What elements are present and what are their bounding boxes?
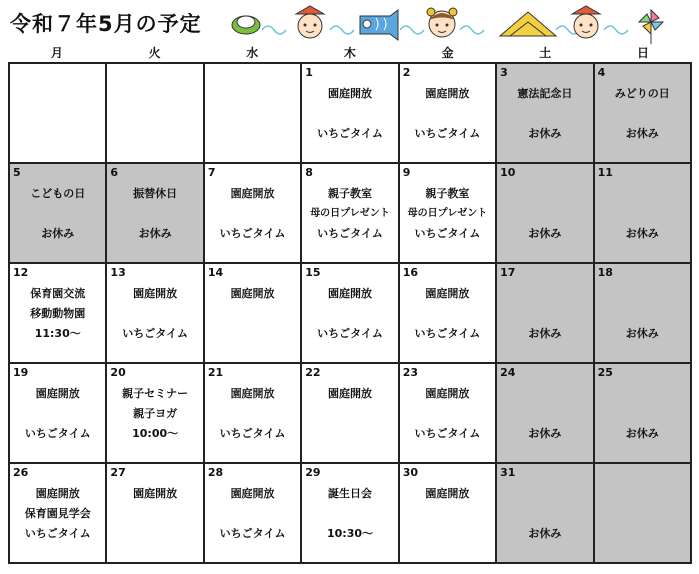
day-number: 15	[305, 266, 321, 279]
day-events	[10, 484, 105, 544]
day-events	[400, 84, 495, 144]
day-events	[400, 184, 495, 244]
event-line: いちごタイム	[317, 127, 383, 140]
event-line: お休み	[528, 127, 562, 140]
boy-face-icon	[572, 6, 600, 38]
day-number: 31	[500, 466, 516, 479]
event-line	[107, 524, 202, 544]
day-number: 22	[305, 366, 321, 379]
boy-face-icon	[296, 6, 324, 38]
day-events	[497, 384, 592, 444]
calendar-day-cell	[497, 264, 594, 364]
event-line	[497, 204, 592, 224]
day-events	[595, 284, 690, 344]
calendar-day-cell	[497, 364, 594, 464]
event-line: 11:30～	[34, 327, 81, 340]
event-line	[497, 304, 592, 324]
event-line	[10, 204, 105, 224]
carp-streamer-icon	[360, 10, 398, 40]
calendar-day-cell	[400, 364, 497, 464]
event-line: 園庭開放	[425, 487, 470, 500]
event-line: お休み	[138, 227, 172, 240]
day-events	[302, 484, 397, 544]
day-events	[497, 284, 592, 344]
event-line: 園庭開放	[133, 287, 178, 300]
event-line: いちごタイム	[24, 427, 91, 440]
day-number: 5	[13, 166, 21, 179]
event-line: お休み	[625, 327, 659, 340]
day-number: 7	[207, 166, 216, 179]
day-events	[595, 384, 690, 444]
weekday-label: 金	[441, 46, 454, 60]
event-line	[497, 484, 592, 504]
calendar-day-cell	[205, 364, 302, 464]
day-events	[595, 84, 690, 144]
event-line: いちごタイム	[24, 527, 91, 540]
day-number: 24	[500, 366, 516, 379]
event-line	[107, 204, 202, 224]
day-events	[400, 384, 495, 444]
kabuto-helmet-icon	[500, 12, 556, 36]
event-line: いちごタイム	[122, 327, 189, 340]
event-line	[10, 404, 105, 424]
day-number: 2	[402, 66, 411, 79]
calendar-day-cell	[595, 464, 692, 564]
event-line: いちごタイム	[317, 227, 383, 240]
event-line: 母の日プレゼント	[407, 208, 488, 219]
event-line	[497, 184, 592, 204]
event-line	[400, 404, 495, 424]
event-line: お休み	[528, 227, 562, 240]
event-line	[302, 104, 397, 124]
day-events	[205, 284, 300, 344]
event-line	[400, 304, 495, 324]
event-line	[595, 104, 690, 124]
day-number: 27	[110, 466, 126, 479]
day-events	[400, 484, 495, 544]
day-events	[302, 84, 397, 144]
event-line	[497, 504, 592, 524]
event-line: 親子教室	[327, 187, 372, 200]
day-number: 20	[110, 366, 126, 379]
event-line	[302, 504, 397, 524]
event-line	[205, 504, 300, 524]
day-number: 14	[207, 266, 224, 279]
calendar-day-cell	[595, 364, 692, 464]
event-line: お休み	[625, 427, 659, 440]
event-line: こどもの日	[30, 187, 86, 200]
day-number: 1	[305, 66, 313, 79]
event-line	[107, 504, 202, 524]
calendar-day-cell	[205, 64, 302, 164]
event-line: いちごタイム	[219, 527, 286, 540]
day-events	[107, 484, 202, 544]
event-line: 親子セミナー	[122, 387, 189, 400]
day-events	[302, 184, 397, 244]
event-line	[302, 404, 397, 424]
weekday-label: 月	[50, 46, 63, 60]
event-line: 親子ヨガ	[133, 407, 178, 420]
day-events	[400, 284, 495, 344]
day-events	[205, 184, 300, 244]
event-line	[595, 184, 690, 204]
calendar-grid	[8, 62, 692, 564]
day-number: 18	[597, 266, 613, 279]
day-number: 6	[110, 166, 119, 179]
calendar-day-cell	[400, 464, 497, 564]
event-line	[205, 324, 300, 344]
event-line	[497, 404, 592, 424]
calendar-day-cell	[497, 464, 594, 564]
event-line	[595, 284, 690, 304]
event-line	[595, 304, 690, 324]
event-line	[400, 104, 495, 124]
day-events	[497, 84, 592, 144]
calendar-day-cell	[107, 64, 204, 164]
event-line: 園庭開放	[327, 387, 372, 400]
event-line: お休み	[528, 327, 562, 340]
calendar-day-cell	[107, 164, 204, 264]
calendar-day-cell	[10, 264, 107, 364]
rice-cake-icon	[232, 16, 260, 34]
event-line: 保育園見学会	[24, 507, 91, 520]
event-line: 憲法記念日	[517, 87, 573, 100]
calendar-day-cell	[400, 164, 497, 264]
day-number: 3	[500, 66, 508, 79]
weekday-header	[8, 44, 692, 62]
day-number: 11	[597, 166, 613, 179]
event-line: お休み	[41, 227, 75, 240]
event-line: 10:00～	[132, 427, 179, 440]
event-line: 園庭開放	[327, 287, 372, 300]
day-events	[205, 484, 300, 544]
event-line: いちごタイム	[414, 227, 481, 240]
day-number: 21	[207, 366, 224, 379]
day-number: 28	[207, 466, 224, 479]
event-line: 園庭開放	[133, 487, 178, 500]
calendar-day-cell	[205, 464, 302, 564]
day-number: 26	[13, 466, 29, 479]
weekday-label: 木	[343, 46, 356, 60]
calendar-day-cell	[10, 64, 107, 164]
event-line	[400, 524, 495, 544]
calendar-day-cell	[10, 164, 107, 264]
day-events	[595, 184, 690, 244]
day-events	[107, 284, 202, 344]
calendar-day-cell	[400, 64, 497, 164]
event-line: 園庭開放	[35, 487, 80, 500]
weekday-label: 水	[246, 46, 259, 60]
day-number: 8	[305, 166, 313, 179]
weekday-label: 土	[539, 46, 552, 60]
event-line	[107, 304, 202, 324]
event-line	[497, 104, 592, 124]
event-line: 母の日プレゼント	[310, 208, 390, 219]
calendar-day-cell	[400, 264, 497, 364]
calendar-day-cell	[302, 64, 399, 164]
day-events	[10, 384, 105, 444]
event-line	[595, 384, 690, 404]
event-line	[205, 404, 300, 424]
event-line: 親子教室	[425, 187, 470, 200]
calendar-day-cell	[497, 164, 594, 264]
calendar-day-cell	[10, 364, 107, 464]
event-line: 園庭開放	[327, 87, 372, 100]
day-number: 16	[402, 266, 419, 279]
day-events	[107, 384, 202, 444]
event-line: 移動動物園	[30, 307, 86, 320]
event-line: 園庭開放	[425, 87, 470, 100]
day-number: 12	[13, 266, 29, 279]
event-line	[595, 204, 690, 224]
calendar-day-cell	[302, 164, 399, 264]
calendar-day-cell	[107, 264, 204, 364]
event-line: 園庭開放	[425, 387, 470, 400]
event-line: みどりの日	[614, 87, 670, 100]
pinwheel-icon	[639, 10, 663, 44]
calendar-day-cell	[205, 264, 302, 364]
day-number: 25	[597, 366, 613, 379]
event-line	[595, 404, 690, 424]
event-line: いちごタイム	[414, 127, 481, 140]
day-events	[10, 184, 105, 244]
event-line: 園庭開放	[35, 387, 80, 400]
calendar-day-cell	[595, 64, 692, 164]
event-line	[205, 304, 300, 324]
day-events	[302, 284, 397, 344]
event-line: 園庭開放	[230, 187, 275, 200]
event-line: 園庭開放	[230, 287, 275, 300]
calendar-day-cell	[205, 164, 302, 264]
calendar-day-cell	[302, 264, 399, 364]
calendar-day-cell	[595, 264, 692, 364]
day-number: 23	[402, 366, 419, 379]
weekday-label: 日	[636, 46, 649, 60]
event-line: お休み	[528, 427, 562, 440]
event-line: いちごタイム	[414, 327, 481, 340]
event-line: お休み	[625, 127, 659, 140]
event-line: いちごタイム	[219, 427, 286, 440]
calendar-day-cell	[10, 464, 107, 564]
calendar-day-cell	[302, 464, 399, 564]
event-line: いちごタイム	[317, 327, 383, 340]
girl-face-icon	[427, 8, 457, 37]
weekday-label: 火	[148, 46, 161, 60]
day-number: 19	[13, 366, 29, 379]
event-line: お休み	[528, 527, 562, 540]
event-line	[400, 504, 495, 524]
calendar-day-cell	[107, 364, 204, 464]
event-line: 園庭開放	[230, 487, 275, 500]
day-number: 17	[500, 266, 516, 279]
event-line: 誕生日会	[327, 487, 372, 500]
event-line	[302, 424, 397, 444]
event-line: いちごタイム	[414, 427, 481, 440]
event-line: 10:30～	[326, 527, 373, 540]
event-line: 振替休日	[133, 187, 178, 200]
day-number: 13	[110, 266, 126, 279]
day-events	[302, 384, 397, 444]
event-line: 保育園交流	[30, 287, 86, 300]
calendar-day-cell	[497, 64, 594, 164]
calendar-day-cell	[107, 464, 204, 564]
calendar-day-cell	[595, 164, 692, 264]
day-number: 10	[500, 166, 516, 179]
day-events	[497, 484, 592, 544]
page-title: 令和７年5月の予定	[10, 12, 202, 36]
event-line: 園庭開放	[425, 287, 470, 300]
calendar-day-cell	[302, 364, 399, 464]
event-line: お休み	[625, 227, 659, 240]
event-line: いちごタイム	[219, 227, 286, 240]
day-events	[497, 184, 592, 244]
day-events	[10, 284, 105, 344]
event-line	[497, 284, 592, 304]
event-line	[205, 204, 300, 224]
event-line: 園庭開放	[230, 387, 275, 400]
day-events	[107, 184, 202, 244]
day-number: 9	[402, 166, 411, 179]
event-line	[497, 384, 592, 404]
event-line	[302, 304, 397, 324]
day-number: 29	[305, 466, 321, 479]
day-number: 4	[597, 66, 606, 79]
day-events	[205, 384, 300, 444]
day-number: 30	[402, 466, 419, 479]
